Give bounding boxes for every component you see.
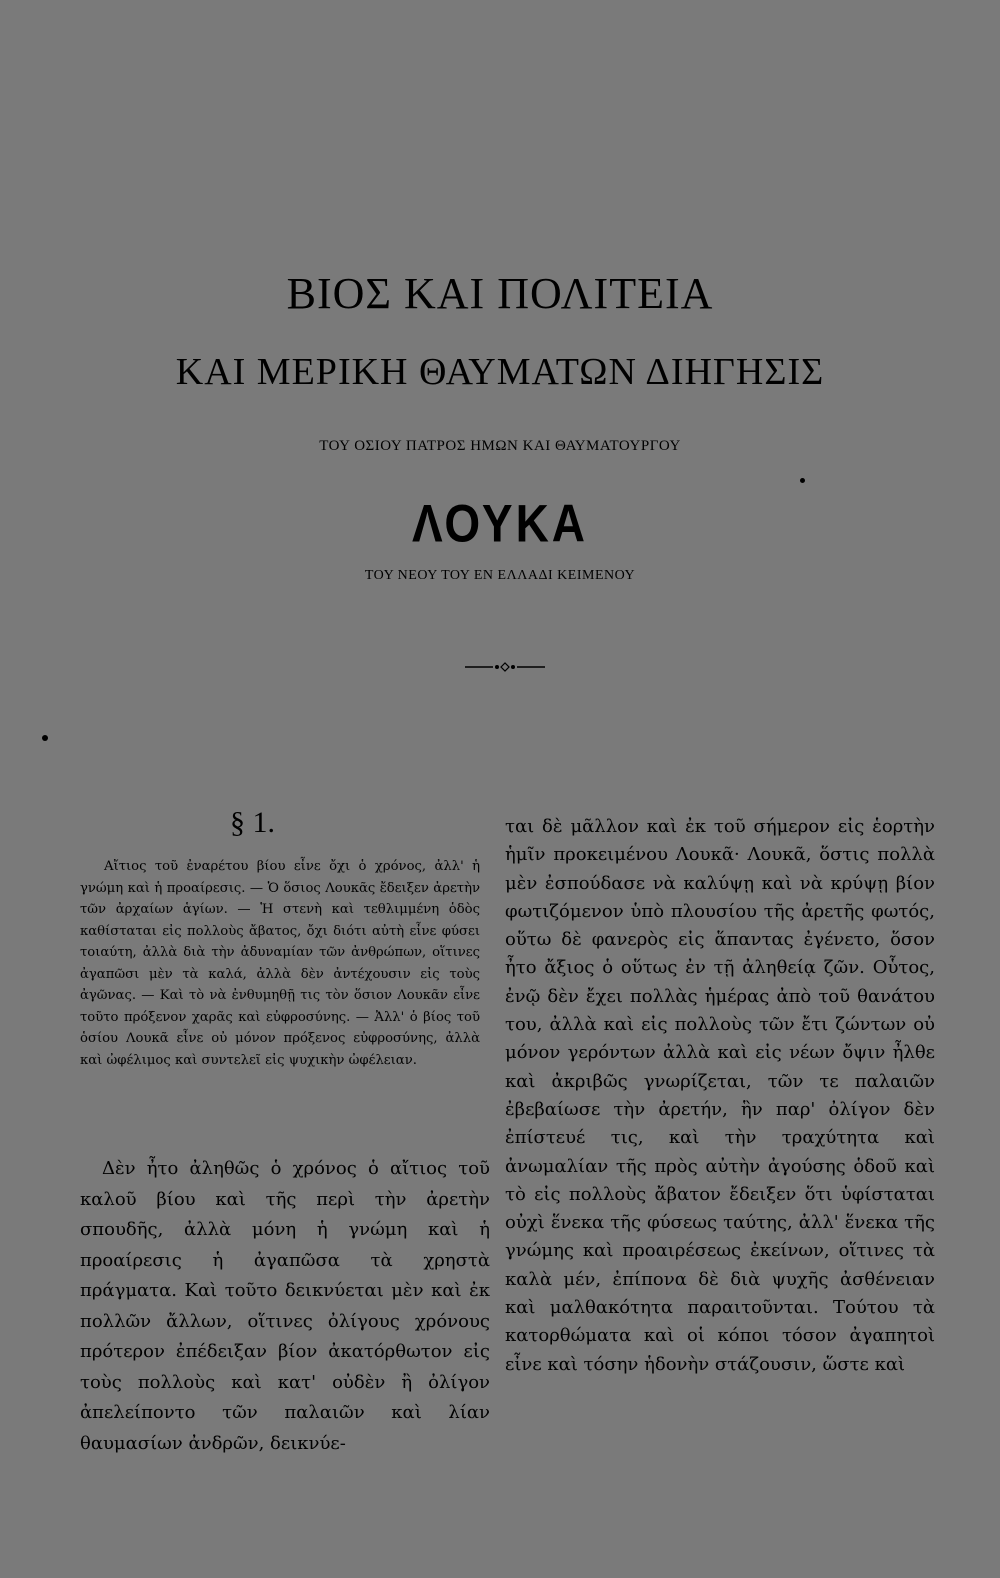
ornament-divider-icon <box>465 660 545 674</box>
title-line-5: ΤΟΥ ΝΕΟΥ ΤΟΥ ΕΝ ΕΛΛΑΔΙ ΚΕΙΜΕΝΟΥ <box>364 568 636 583</box>
title-line-3: ΤΟΥ ΟΣΙΟΥ ΠΑΤΡΟΣ ΗΜΩΝ ΚΑΙ ΘΑΥΜΑΤΟΥΡΓΟΥ <box>319 438 681 454</box>
speck-mark <box>42 735 48 741</box>
title-line-4: ΛΟΥΚΑ <box>411 493 589 553</box>
title-line-2: ΚΑΙ ΜΕΡΙΚΗ ΘΑΥΜΑΤΩΝ ΔΙΗΓΗΣΙΣ <box>175 351 825 393</box>
body-text-right-column: ται δὲ μᾶλλον καὶ ἐκ τοῦ σήμερον εἰς ἑορτὴν ἡμῖν προκειμένου Λουκᾶ· Λουκᾶ, ὅστις πολλὰ μὲν ἐσπούδασε νὰ καλύψῃ καὶ νὰ κρύψῃ βίον φωτιζόμενον ὑπὸ πλουσίου τῆς ἀρετῆς φωτός, οὕτω δὲ φανερὸς εἰς ἅπαντας ἐγένετο, ὅσον ἦτο ἄξιος ὁ οὕτως ἐν τῇ ἀληθείᾳ ζῶν. Οὗτος, ἐνῷ δὲν ἔχει πολλὰς ἡμέρας ἀπὸ τοῦ θανάτου του, ἀλλὰ καὶ εἰς πολλοὺς τῶν ἔτι ζώντων οὐ μόνον γερόντων ἀλλὰ καὶ εἰς νέων ὄψιν ἦλθε καὶ ἀκριβῶς γνωρίζεται, τῶν τε παλαιῶν ἐβεβαίωσε τὴν ἀρετήν, ἣν παρ' ὀλίγον δὲν ἐπίστευέ τις, καὶ τὴν τραχύτητα καὶ ἀνωμαλίαν τῆς πρὸς αὐτὴν ἀγούσης ὁδοῦ καὶ τὸ εἰς πολλοὺς ἄβατον ἔδειξεν ὅτι ὑφίσταται οὐχὶ ἕνεκα τῆς φύσεως ταύτης, ἀλλ' ἕνεκα τῆς γνώμης καὶ προαιρέσεως ἐκείνων, οἵτινες τὰ καλὰ μέν, ἐπίπονα δὲ διὰ ψυχῆς ἀσθένειαν καὶ μαλθακότητα παραιτοῦνται. Τούτου τὰ κατορθώματα καὶ οἱ κόποι τόσον ἀγαπητοὶ εἶνε καὶ τόσην ἡδονὴν στάζουσιν, ὥστε καὶ <box>505 816 935 1375</box>
body-text-left-column: Δὲν ἦτο ἀληθῶς ὁ χρόνος ὁ αἴτιος τοῦ καλοῦ βίου καὶ τῆς περὶ τὴν ἀρετὴν σπουδῆς, ἀλλὰ μόνη ἡ γνώμη καὶ ἡ προαίρεσις ἡ ἀγαπῶσα τὰ χρηστὰ πράγματα. Καὶ τοῦτο δεικνύεται μὲν καὶ ἐκ πολλῶν ἄλλων, οἵτινες ὀλίγους χρόνους πρότερον ἐπέδειξαν βίον ἀκατόρθωτον εἰς τοὺς πολλοὺς καὶ κατ' οὐδὲν ἢ ὀλίγον ἀπελείποντο τῶν παλαιῶν καὶ λίαν θαυμασίων ἀνδρῶν, δεικνύε- <box>80 1158 490 1454</box>
section-number: § 1. <box>230 806 275 839</box>
section-summary: Αἴτιος τοῦ ἐναρέτου βίου εἶνε ὄχι ὁ χρόνος, ἀλλ' ἡ γνώμη καὶ ἡ προαίρεσις. — Ὁ ὅσιος Λουκᾶς ἔδειξεν ἀρετὴν τῶν ἀρχαίων ἁγίων. — Ἡ στενὴ καὶ τεθλιμμένη ὁδὸς καθίσταται εἰς πολλοὺς ἄβατος, ὄχι διότι αὐτὴ εἶνε φύσει τοιαύτη, ἀλλὰ διὰ τὴν ἀδυναμίαν τῶν ἀνθρώπων, οἵτινες ἀγαπῶσι μὲν τὰ καλά, ἀλλὰ δὲν ἀντέχουσιν εἰς τοὺς ἀγῶνας. — Καὶ τὸ νὰ ἐνθυμηθῇ τις τὸν ὅσιον Λουκᾶν εἶνε τοῦτο πρόξενον χαρᾶς καὶ εὐφροσύνης. — Ἀλλ' ὁ βίος τοῦ ὁσίου Λουκᾶ εἶνε οὐ μόνον πρόξενος εὐφροσύνης, ἀλλὰ καὶ ὠφέλιμος καὶ συντελεῖ εἰς ψυχικὴν ὠφέλειαν. <box>80 859 480 1068</box>
speck-mark <box>800 478 805 483</box>
title-line-1: ΒΙΟΣ ΚΑΙ ΠΟΛΙΤΕΙΑ <box>286 269 714 318</box>
